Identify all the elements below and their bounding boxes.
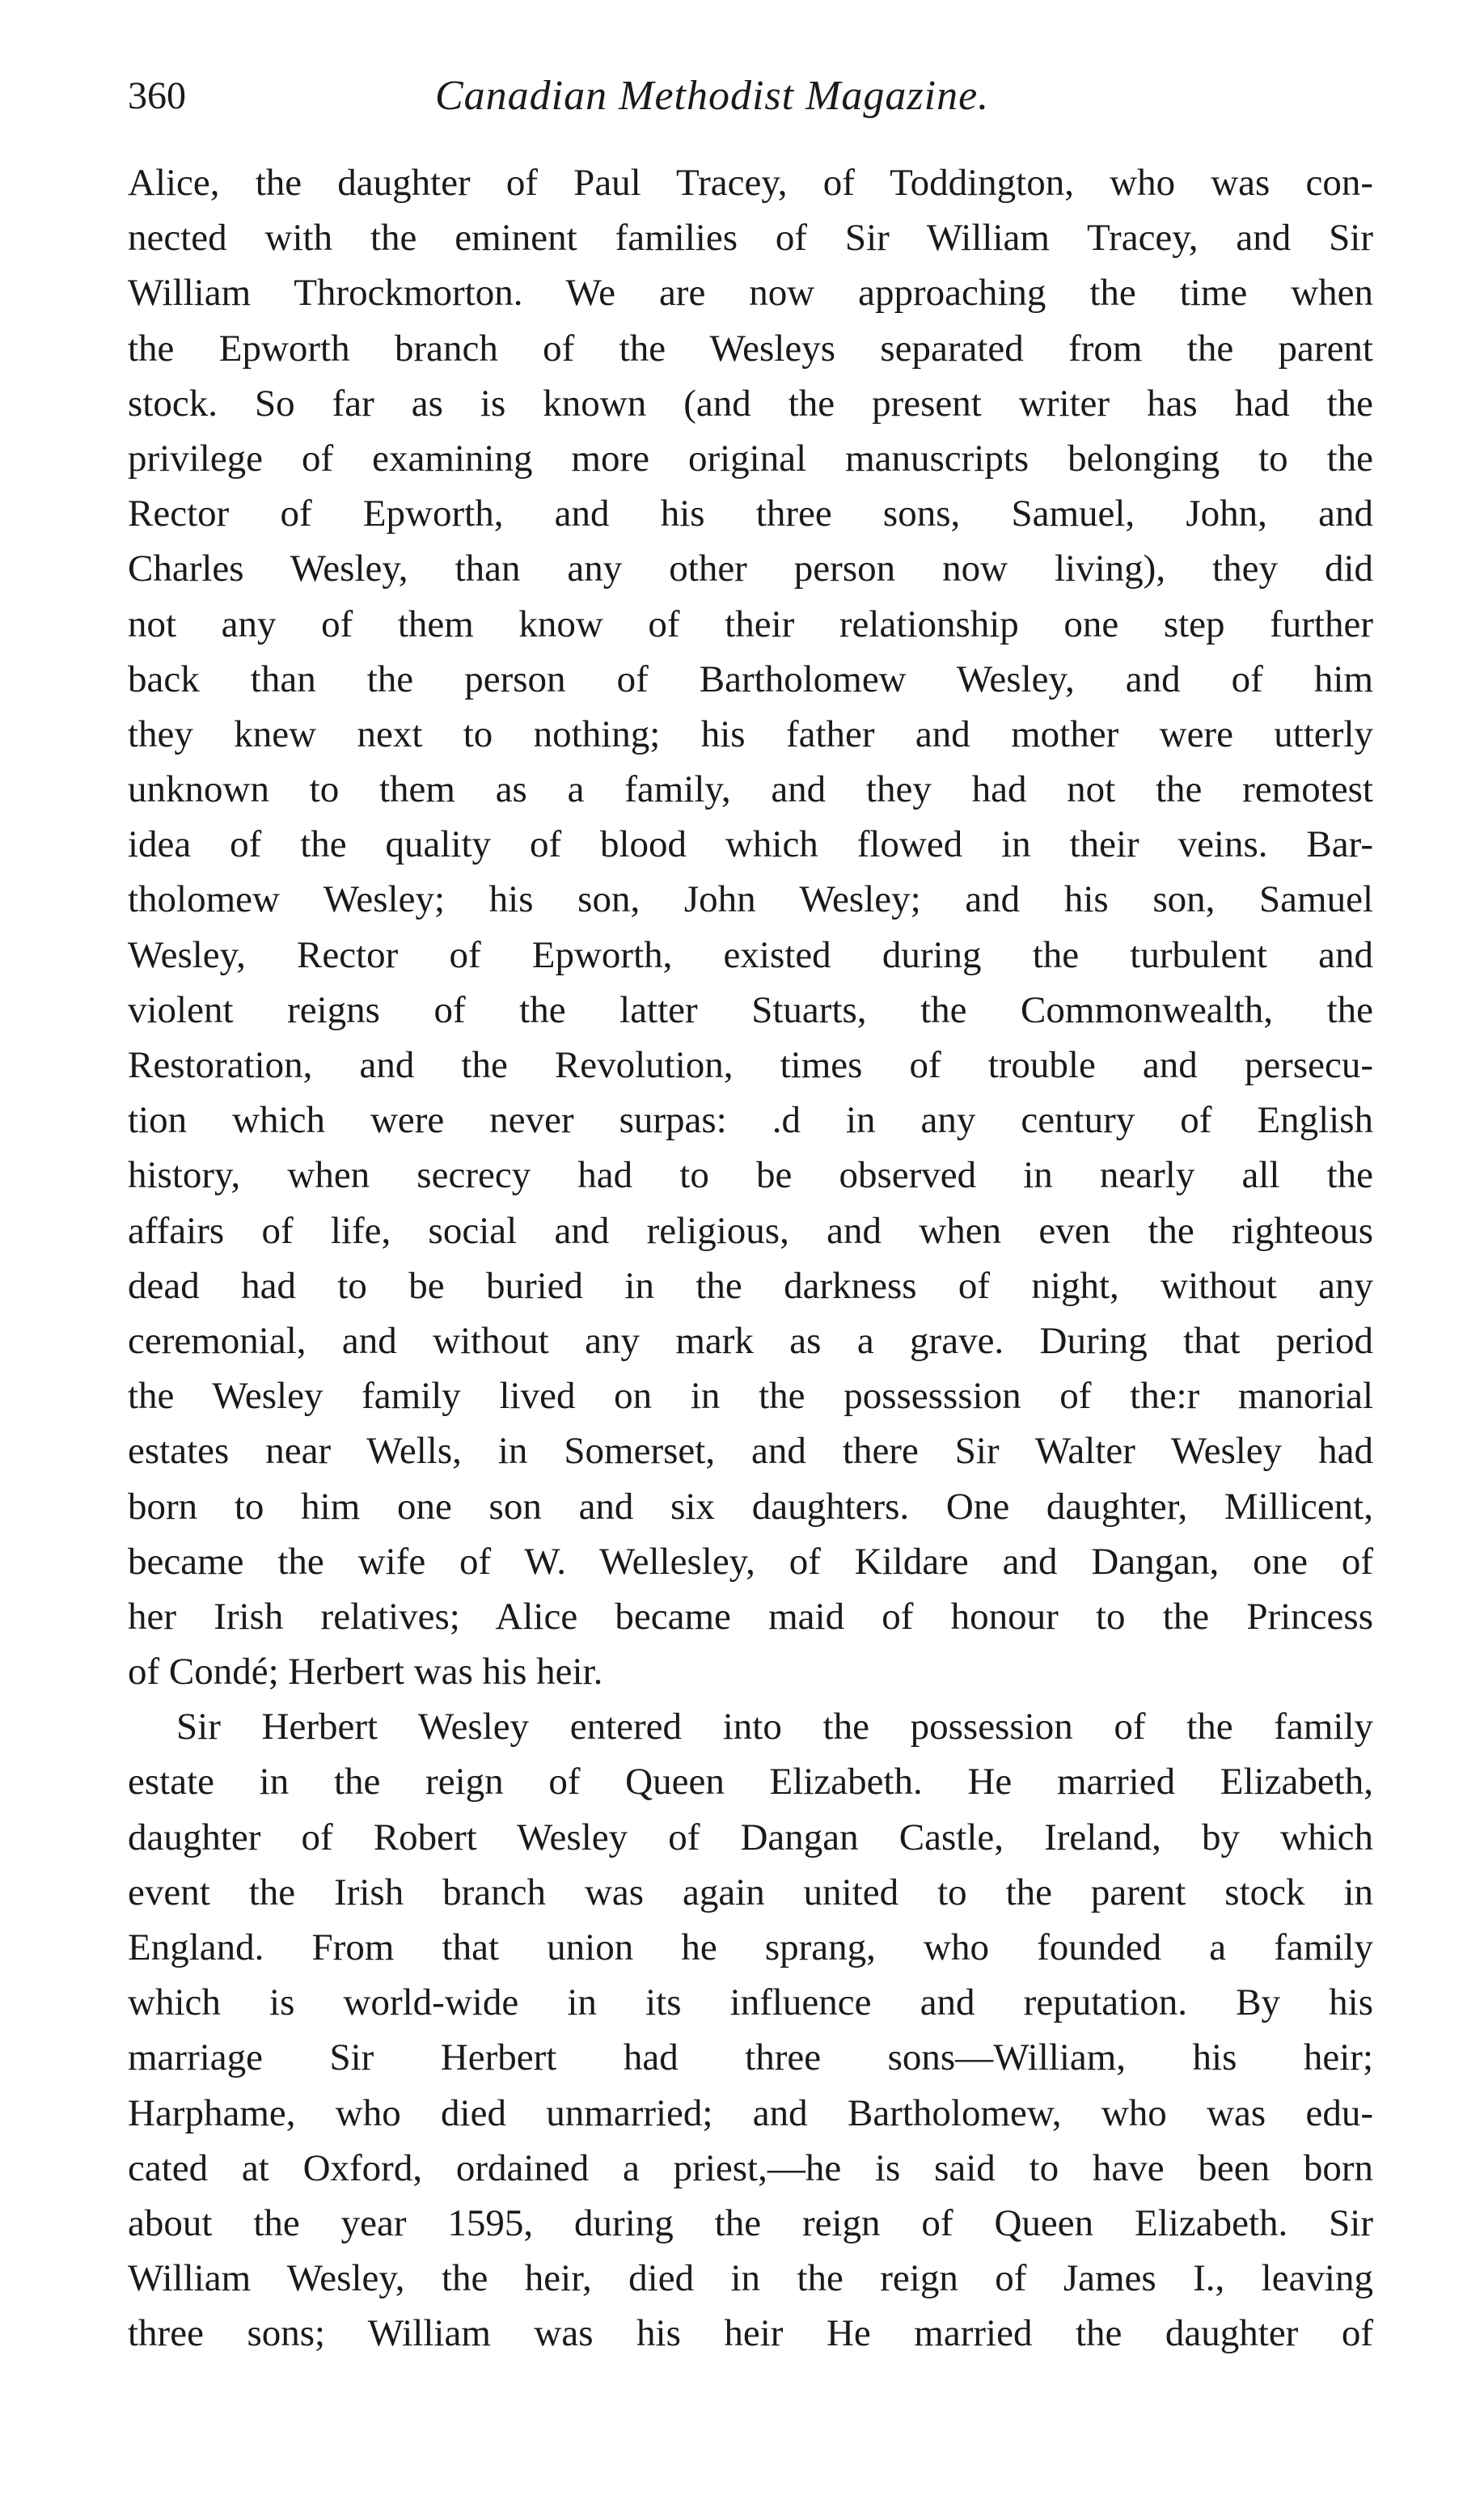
text-line: England. From that union he sprang, who founded a family — [128, 1926, 1373, 1968]
text-line: ceremonial, and without any mark as a grave. During that period — [128, 1319, 1373, 1362]
text-line: three sons; William was his heir He married the daughter of — [128, 2312, 1373, 2355]
text-line: affairs of life, social and religious, and when even the righteous — [128, 1209, 1373, 1252]
text-line: Sir Herbert Wesley entered into the possession of the family — [176, 1706, 1373, 1749]
text-line: estate in the reign of Queen Elizabeth. He married Elizabeth, — [128, 1761, 1373, 1803]
text-line: tholomew Wesley; his son, John Wesley; and his son, Samuel — [128, 878, 1373, 921]
text-line: Charles Wesley, than any other person now living), they did — [128, 548, 1373, 590]
text-line: became the wife of W. Wellesley, of Kildare and Dangan, one of — [128, 1540, 1373, 1583]
text-line: not any of them know of their relationship one step further — [128, 603, 1373, 645]
text-line: violent reigns of the latter Stuarts, the Commonwealth, the — [128, 988, 1373, 1031]
text-line: they knew next to nothing; his father and mother were utterly — [128, 713, 1373, 755]
paragraph — [128, 1699, 1373, 2361]
text-line: history, when secrecy had to be observed in nearly all the — [128, 1154, 1373, 1197]
text-line: daughter of Robert Wesley of Dangan Castle, Ireland, by which — [128, 1816, 1373, 1858]
text-line: Harphame, who died unmarried; and Bartholomew, who was edu- — [128, 2091, 1373, 2134]
page-header — [128, 68, 1373, 125]
text-line: tion which were never surpas: .d in any century of English — [128, 1099, 1373, 1142]
text-line: estates near Wells, in Somerset, and there Sir Walter Wesley had — [128, 1430, 1373, 1473]
text-line: of Condé; Herbert was his heir. — [128, 1651, 603, 1694]
text-line: cated at Oxford, ordained a priest,—he is said to have been born — [128, 2146, 1373, 2189]
paragraph — [128, 155, 1373, 1699]
text-line: William Wesley, the heir, died in the reign of James I., leaving — [128, 2257, 1373, 2300]
text-line: privilege of examining more original manuscripts belonging to the — [128, 437, 1373, 480]
text-line: idea of the quality of blood which flowed in their veins. Bar- — [128, 823, 1373, 866]
text-line: stock. So far as is known (and the present writer has had the — [128, 382, 1373, 425]
text-line: Rector of Epworth, and his three sons, Samuel, John, and — [128, 493, 1373, 535]
text-line: the Wesley family lived on in the possesssion of the:r manorial — [128, 1375, 1373, 1418]
text-line: Wesley, Rector of Epworth, existed during the turbulent and — [128, 933, 1373, 976]
text-line: born to him one son and six daughters. One daughter, Millicent, — [128, 1485, 1373, 1528]
text-line: event the Irish branch was again united to the parent stock in — [128, 1871, 1373, 1913]
text-line: Alice, the daughter of Paul Tracey, of Toddington, who was con- — [128, 162, 1373, 204]
text-line: nected with the eminent families of Sir William Tracey, and Sir — [128, 217, 1373, 260]
page-number: 360 — [128, 74, 186, 117]
text-line: which is world-wide in its influence and reputation. By his — [128, 1981, 1373, 2024]
body-text — [128, 155, 1373, 2362]
text-line: Restoration, and the Revolution, times of trouble and persecu- — [128, 1044, 1373, 1086]
text-line: William Throckmorton. We are now approaching the time when — [128, 272, 1373, 315]
text-line: about the year 1595, during the reign of Queen Elizabeth. Sir — [128, 2201, 1373, 2244]
text-line: marriage Sir Herbert had three sons—William, his heir; — [128, 2036, 1373, 2079]
text-line: the Epworth branch of the Wesleys separated from the parent — [128, 327, 1373, 370]
text-line: unknown to them as a family, and they had not the remotest — [128, 768, 1373, 811]
text-line: dead had to be buried in the darkness of night, without any — [128, 1264, 1373, 1307]
text-line: her Irish relatives; Alice became maid of honour to the Princess — [128, 1595, 1373, 1638]
text-line: back than the person of Bartholomew Wesley, and of him — [128, 658, 1373, 700]
running-title: Canadian Methodist Magazine. — [435, 73, 990, 119]
